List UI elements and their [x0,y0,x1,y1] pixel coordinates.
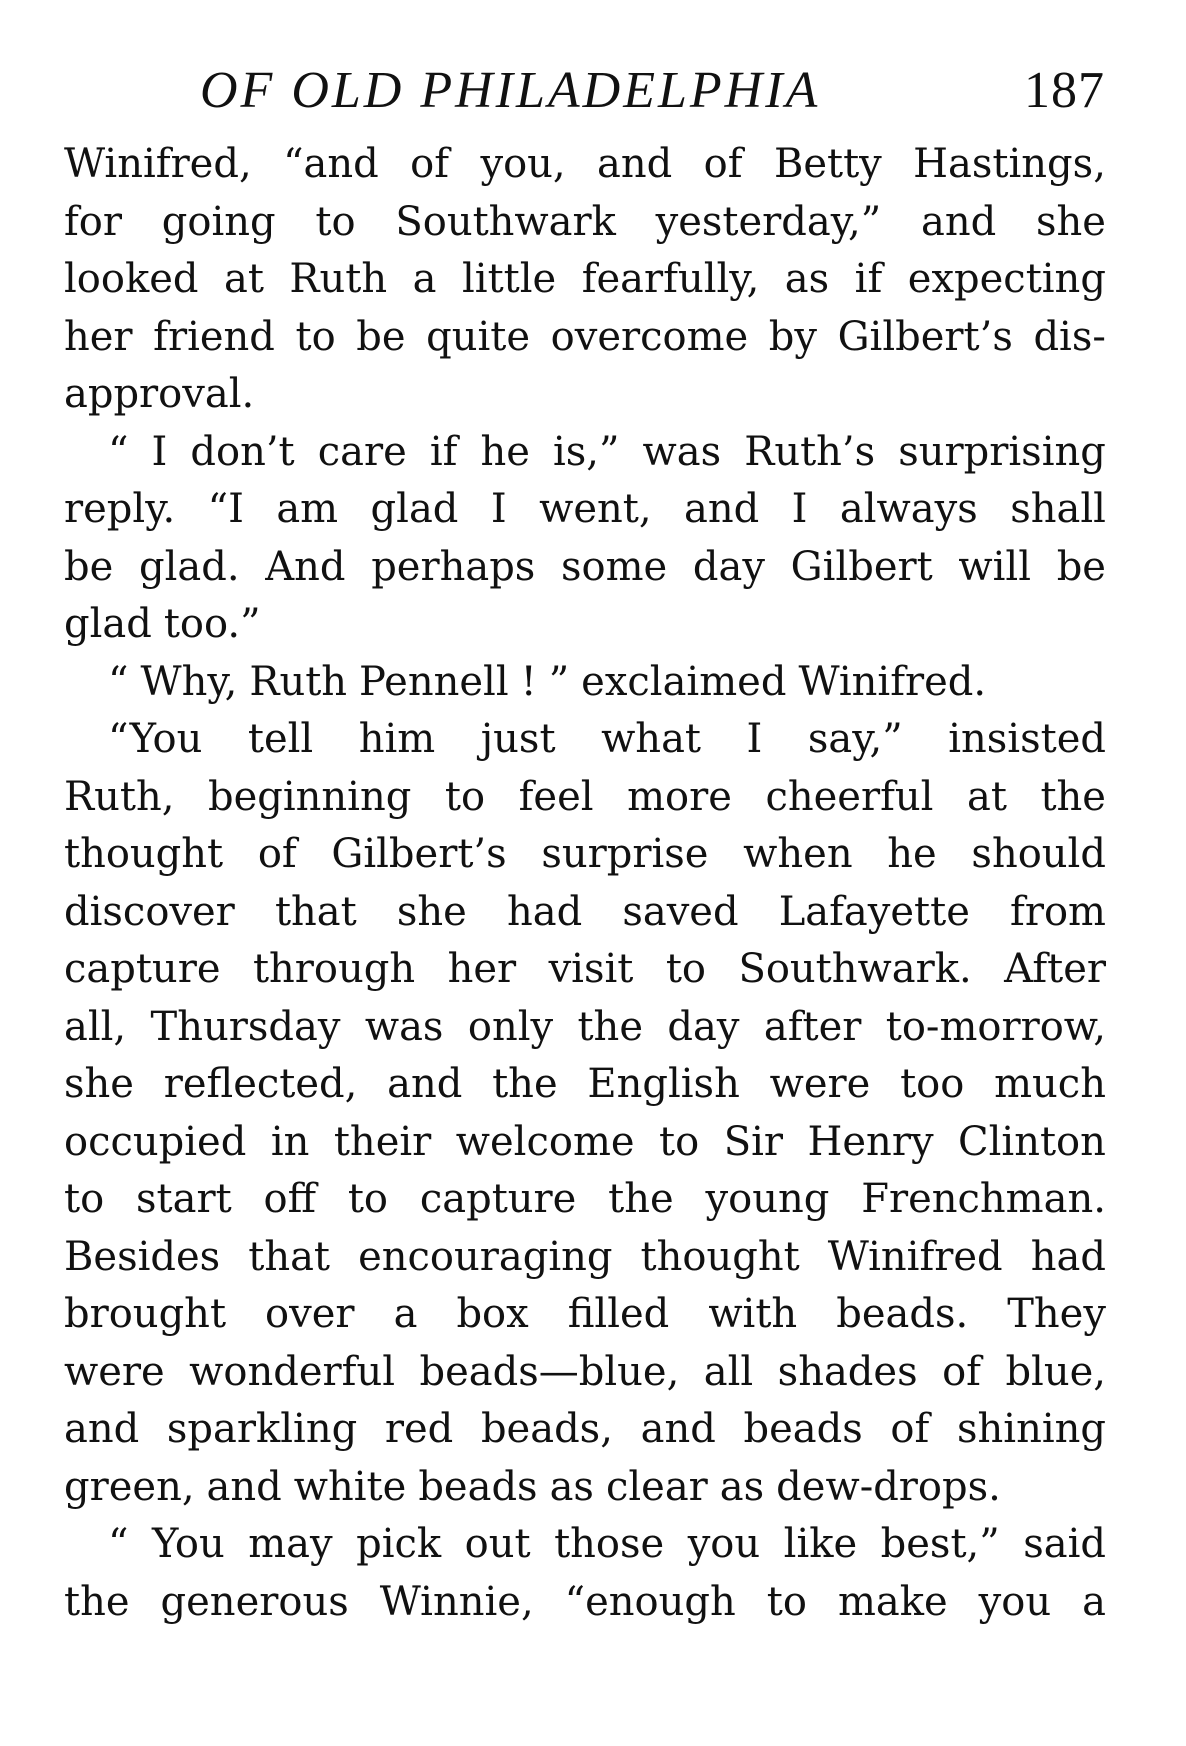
word: Gilbert [790,543,933,590]
word: and [684,486,760,532]
word: you, [480,141,566,187]
word: Gilbert’s [331,831,507,877]
word: more [627,773,732,820]
word: pick [356,1521,442,1567]
word: glad [370,486,459,532]
word: the [577,1003,643,1050]
word: should [971,831,1106,877]
word: visit [548,946,634,992]
word: looked [64,256,199,302]
word: shades [777,1348,918,1395]
running-head [200,56,1105,126]
word: you [687,1521,761,1567]
word: capture [64,946,221,992]
word: I [490,486,507,532]
word: he [887,831,937,877]
text-line [64,1401,1106,1459]
word: were [769,1061,871,1107]
text-line [64,711,1106,769]
word: to [315,198,356,245]
word: “ [108,428,129,475]
text-line [64,539,1106,597]
word: capture [419,1176,577,1222]
word: “I [207,486,244,532]
word: some [561,543,668,590]
word: as [784,256,830,302]
word: to [295,313,336,360]
word: discover [64,888,235,935]
word: After [1004,946,1106,992]
word: that [274,888,357,935]
word: best,” [880,1521,1000,1567]
word: and [64,1406,140,1452]
word: beads. [836,1291,969,1337]
text-line [64,1114,1106,1172]
word: box [456,1291,529,1337]
text-line [64,1171,1106,1229]
word: Thursday [150,1003,341,1050]
word: dis- [1033,313,1106,360]
word: shining [956,1406,1106,1452]
text-line [64,596,1106,654]
word: day [692,543,765,590]
word: to-morrow, [885,1003,1106,1050]
word: all, [64,1003,127,1050]
word: and [597,141,673,187]
word: you [978,1578,1052,1625]
word: like [783,1521,858,1567]
word: had [1030,1233,1106,1280]
word: filled [567,1291,670,1337]
word: Pennell [359,658,509,705]
word: always [839,486,978,532]
word: friend [153,313,275,360]
text-line [64,941,1106,999]
word: beginning [207,773,412,820]
word: to [665,946,706,992]
word: her [447,946,517,992]
word: the [492,1061,558,1107]
text-line [64,136,1106,194]
word: will [958,543,1031,590]
word: Clinton [958,1118,1106,1165]
word: surprising [898,428,1106,475]
word: she [1035,198,1106,245]
word: Winifred [827,1233,1003,1280]
word: the [608,1176,674,1222]
word: in [270,1118,310,1165]
word: I [151,428,168,475]
word: be [356,313,406,360]
word: beads [418,1463,538,1510]
word: fearfully, [581,256,760,302]
word: by [768,313,817,360]
text-line [64,1056,1106,1114]
text-line [64,884,1106,942]
word: am [276,486,339,532]
word: were [64,1348,165,1395]
word: to [659,1118,700,1165]
word: Henry [807,1118,934,1165]
word: clear [605,1463,708,1510]
word: to [444,773,486,820]
text-line [64,826,1106,884]
word: I [791,486,808,532]
word: if [854,256,883,302]
word: Sir [723,1118,784,1165]
word: white [293,1463,407,1510]
word: saved [622,888,739,935]
word: generous [160,1578,349,1625]
word: perhaps [371,543,536,590]
word: of [703,141,743,187]
word: of [410,141,450,187]
word: tell [247,716,314,762]
word: welcome [455,1118,635,1165]
text-line [64,194,1106,252]
word: exclaimed [581,658,787,705]
word: say,” [807,716,903,762]
word: shall [1010,486,1106,532]
word: surprise [541,831,709,877]
word: glad. [138,543,240,590]
word: may [248,1521,333,1567]
word: through [252,946,416,992]
word: was [642,428,722,475]
word: a [393,1291,418,1337]
word: that [248,1233,331,1280]
running-title: OF OLD PHILADELPHIA [200,62,821,119]
word: off [263,1176,316,1222]
word: her [64,313,133,360]
word: start [136,1176,232,1222]
word: wonderful [189,1348,396,1395]
word: make [837,1578,948,1625]
word: thought [64,831,224,877]
word: what [601,716,701,762]
word: brought [64,1291,227,1337]
word: You [151,1521,225,1567]
word: as [549,1463,594,1510]
word: I [746,716,763,762]
word: their [333,1118,432,1165]
word: Ruth’s [744,428,876,475]
text-line [64,654,1106,712]
text-line [64,309,1106,367]
word: only [467,1003,554,1050]
word: be [64,543,114,590]
word: feel [518,773,594,820]
word: thought [640,1233,800,1280]
word: Southwark. [738,946,972,992]
word: those [554,1521,665,1567]
word: and [387,1061,463,1107]
text-line [64,1574,1106,1632]
word: out [464,1521,531,1567]
word: Hastings, [913,141,1106,187]
word: sparkling [166,1406,358,1452]
word: and [640,1406,716,1452]
word: went, [539,486,652,532]
word: Betty [773,141,882,187]
text-line [64,424,1106,482]
word: don’t [190,428,295,475]
word: Lafayette [778,888,970,935]
word: Southwark [395,198,616,245]
text-line [64,366,1106,424]
word: reply. [64,486,176,532]
word: occupied [64,1118,247,1165]
text-line [64,1229,1106,1287]
word: Frenchman. [861,1176,1106,1222]
word: the [1040,773,1106,820]
word: quite [426,313,531,360]
word: dew-drops. [776,1463,1001,1510]
word: when [743,831,853,877]
word: encouraging [358,1233,613,1280]
word: at [967,773,1007,820]
text-line [64,481,1106,539]
word: expecting [907,256,1106,302]
word: insisted [948,716,1106,762]
word: day [667,1003,740,1050]
word: Ruth [249,658,348,705]
word: to [766,1578,807,1625]
word: little [461,256,557,302]
word: And [265,543,346,590]
word: if [429,428,458,475]
word: as [719,1463,765,1510]
word: with [708,1291,798,1337]
word: after [763,1003,862,1050]
word: she [396,888,467,935]
text-line [64,1344,1106,1402]
word: cheerful [765,773,934,820]
word: Winnie, [379,1578,534,1625]
word: she [64,1061,134,1107]
page-number: 187 [1024,62,1105,119]
word: had [506,888,583,935]
word: yesterday,” [655,198,882,245]
word: at [223,256,264,302]
word: They [1007,1291,1106,1337]
word: a [1082,1578,1106,1625]
word: young [705,1176,830,1222]
word: he [480,428,530,475]
word: said [1023,1521,1106,1567]
word: “and [283,141,379,187]
word: approval. [64,371,255,417]
word: much [994,1061,1106,1107]
word: and [920,198,997,245]
text-line [64,1286,1106,1344]
word: “enough [564,1578,736,1625]
word: Why, [140,658,238,705]
body-text [64,136,1106,1631]
word: beads, [480,1406,613,1452]
word: blue, [1005,1348,1106,1395]
word: Ruth [289,256,388,302]
word: the [64,1578,130,1625]
word: too [900,1061,965,1107]
word: glad [64,601,152,647]
word: to [347,1176,388,1222]
word: overcome [550,313,749,360]
word: “You [108,716,203,762]
word: going [161,198,276,245]
word: and [206,1463,282,1510]
word: Gilbert’s [837,313,1013,360]
word: is,” [552,428,620,475]
word: him [358,716,436,762]
word: over [265,1291,355,1337]
word: red [384,1406,454,1452]
word: of [257,831,297,877]
word: English [587,1061,740,1107]
word: care [317,428,407,475]
word: too.” [163,601,261,647]
word: of [942,1348,981,1395]
word: to [64,1176,105,1222]
word: from [1010,888,1106,935]
word: beads—blue, [419,1348,680,1395]
word: ! [520,658,537,705]
word: reflected, [163,1061,358,1107]
text-line [64,1516,1106,1574]
word: “ [108,1521,129,1567]
word: was [364,1003,444,1050]
word: ” [548,658,570,705]
text-line [64,1459,1106,1517]
word: of [890,1406,930,1452]
word: Besides [64,1233,221,1280]
text-line [64,251,1106,309]
word: all [703,1348,754,1395]
word: a [412,256,437,302]
word: beads [743,1406,863,1452]
text-line [64,999,1106,1057]
word: be [1056,543,1106,590]
word: green, [64,1463,195,1510]
word: “ [108,658,129,705]
word: for [64,198,123,245]
word: Winifred. [798,658,987,705]
text-line [64,769,1106,827]
word: just [480,716,556,762]
word: Winifred, [64,141,252,187]
word: Ruth, [64,773,175,820]
